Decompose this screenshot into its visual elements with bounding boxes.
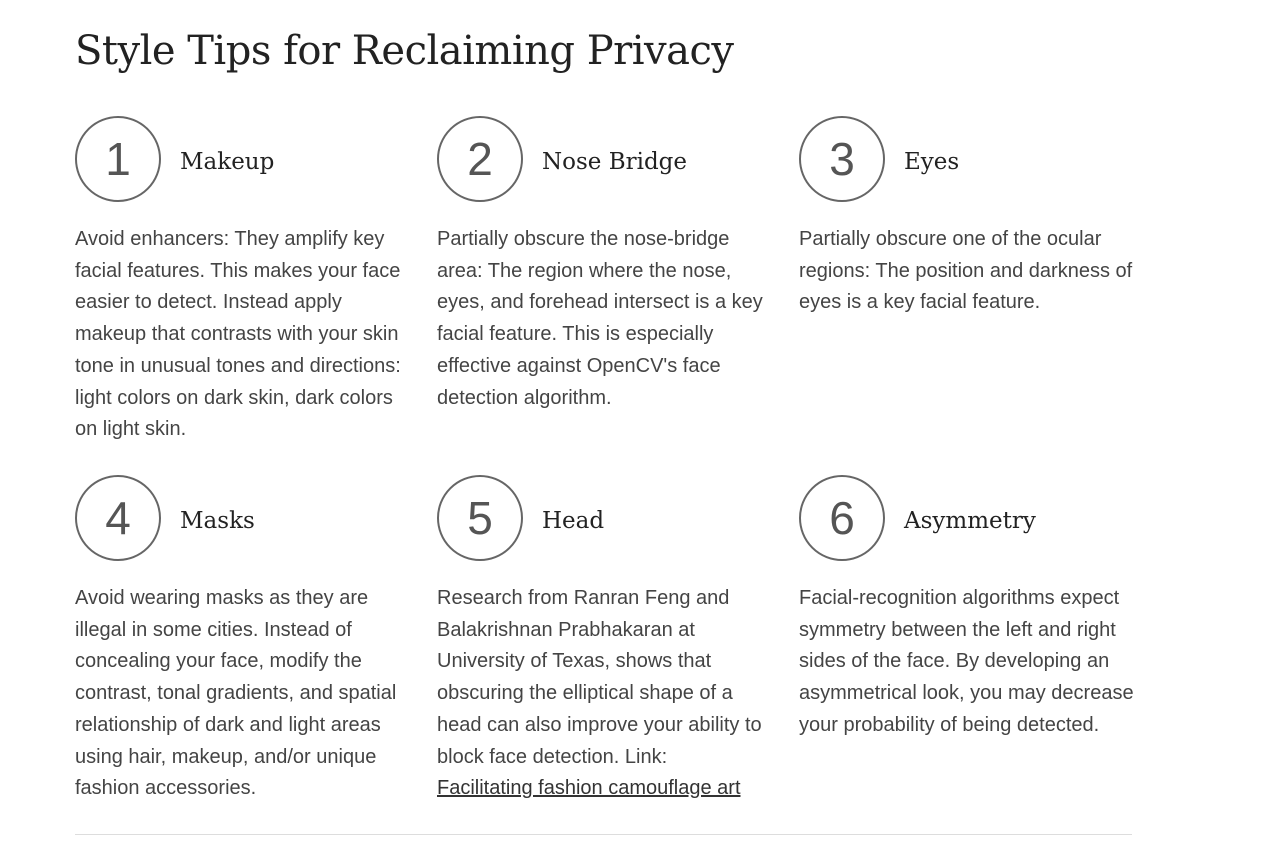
tip-asymmetry (799, 475, 1139, 736)
tip-masks (75, 475, 415, 800)
tip-nose-bridge (437, 116, 777, 409)
tip-body: Partially obscure one of the ocular regions: The position and darkness of eyes is a key facial feature. (799, 228, 1133, 314)
tip-title: Nose Bridge (542, 149, 688, 175)
tip-title: Head (542, 508, 605, 534)
fashion-camouflage-link[interactable]: Facilitating fashion camouflage art (437, 777, 741, 800)
tip-makeup (75, 116, 415, 441)
tip-title: Makeup (180, 149, 275, 175)
page-title: Style Tips for Reclaiming Privacy (75, 28, 734, 74)
tip-header (799, 475, 1139, 561)
tip-eyes (799, 116, 1139, 314)
tip-body: Avoid enhancers: They amplify key facial features. This makes your face easier to detect. Instead apply makeup that contrasts with your skin tone in unusual tones and directions: light colors on dark skin, dark colors on light skin. (75, 228, 401, 441)
tip-title: Masks (180, 508, 255, 534)
tip-number-circle: 1 (75, 116, 161, 202)
tip-number-circle: 5 (437, 475, 523, 561)
tip-number-circle: 4 (75, 475, 161, 561)
tip-header (437, 116, 777, 202)
tip-header (75, 475, 415, 561)
tip-body: Avoid wearing masks as they are illegal in some cities. Instead of concealing your face, modify the contrast, tonal gradients, and spatial relationship of dark and light areas using hair, makeup, and/or unique fashion accessories. (75, 587, 397, 800)
tip-header (799, 116, 1139, 202)
tip-number-circle: 3 (799, 116, 885, 202)
tip-number-circle: 2 (437, 116, 523, 202)
tip-body: Facial-recognition algorithms expect symmetry between the left and right sides of the face. By developing an asymmetrical look, you may decrease your probability of being detected. (799, 587, 1134, 736)
tip-number-circle: 6 (799, 475, 885, 561)
tip-body: Partially obscure the nose-bridge area: The region where the nose, eyes, and forehead intersect is a key facial feature. This is especially effective against OpenCV's face detection algorithm. (437, 228, 763, 409)
tip-header (437, 475, 777, 561)
tip-body-text: Research from Ranran Feng and Balakrishnan Prabhakaran at University of Texas, shows that obscuring the elliptical shape of a head can also improve your ability to block face detection. Link: (437, 587, 762, 768)
tip-header (75, 116, 415, 202)
tip-body (437, 583, 777, 805)
tip-title: Eyes (904, 149, 960, 175)
tip-head (437, 475, 777, 800)
section-divider (75, 834, 1132, 835)
tip-title: Asymmetry (904, 508, 1036, 534)
